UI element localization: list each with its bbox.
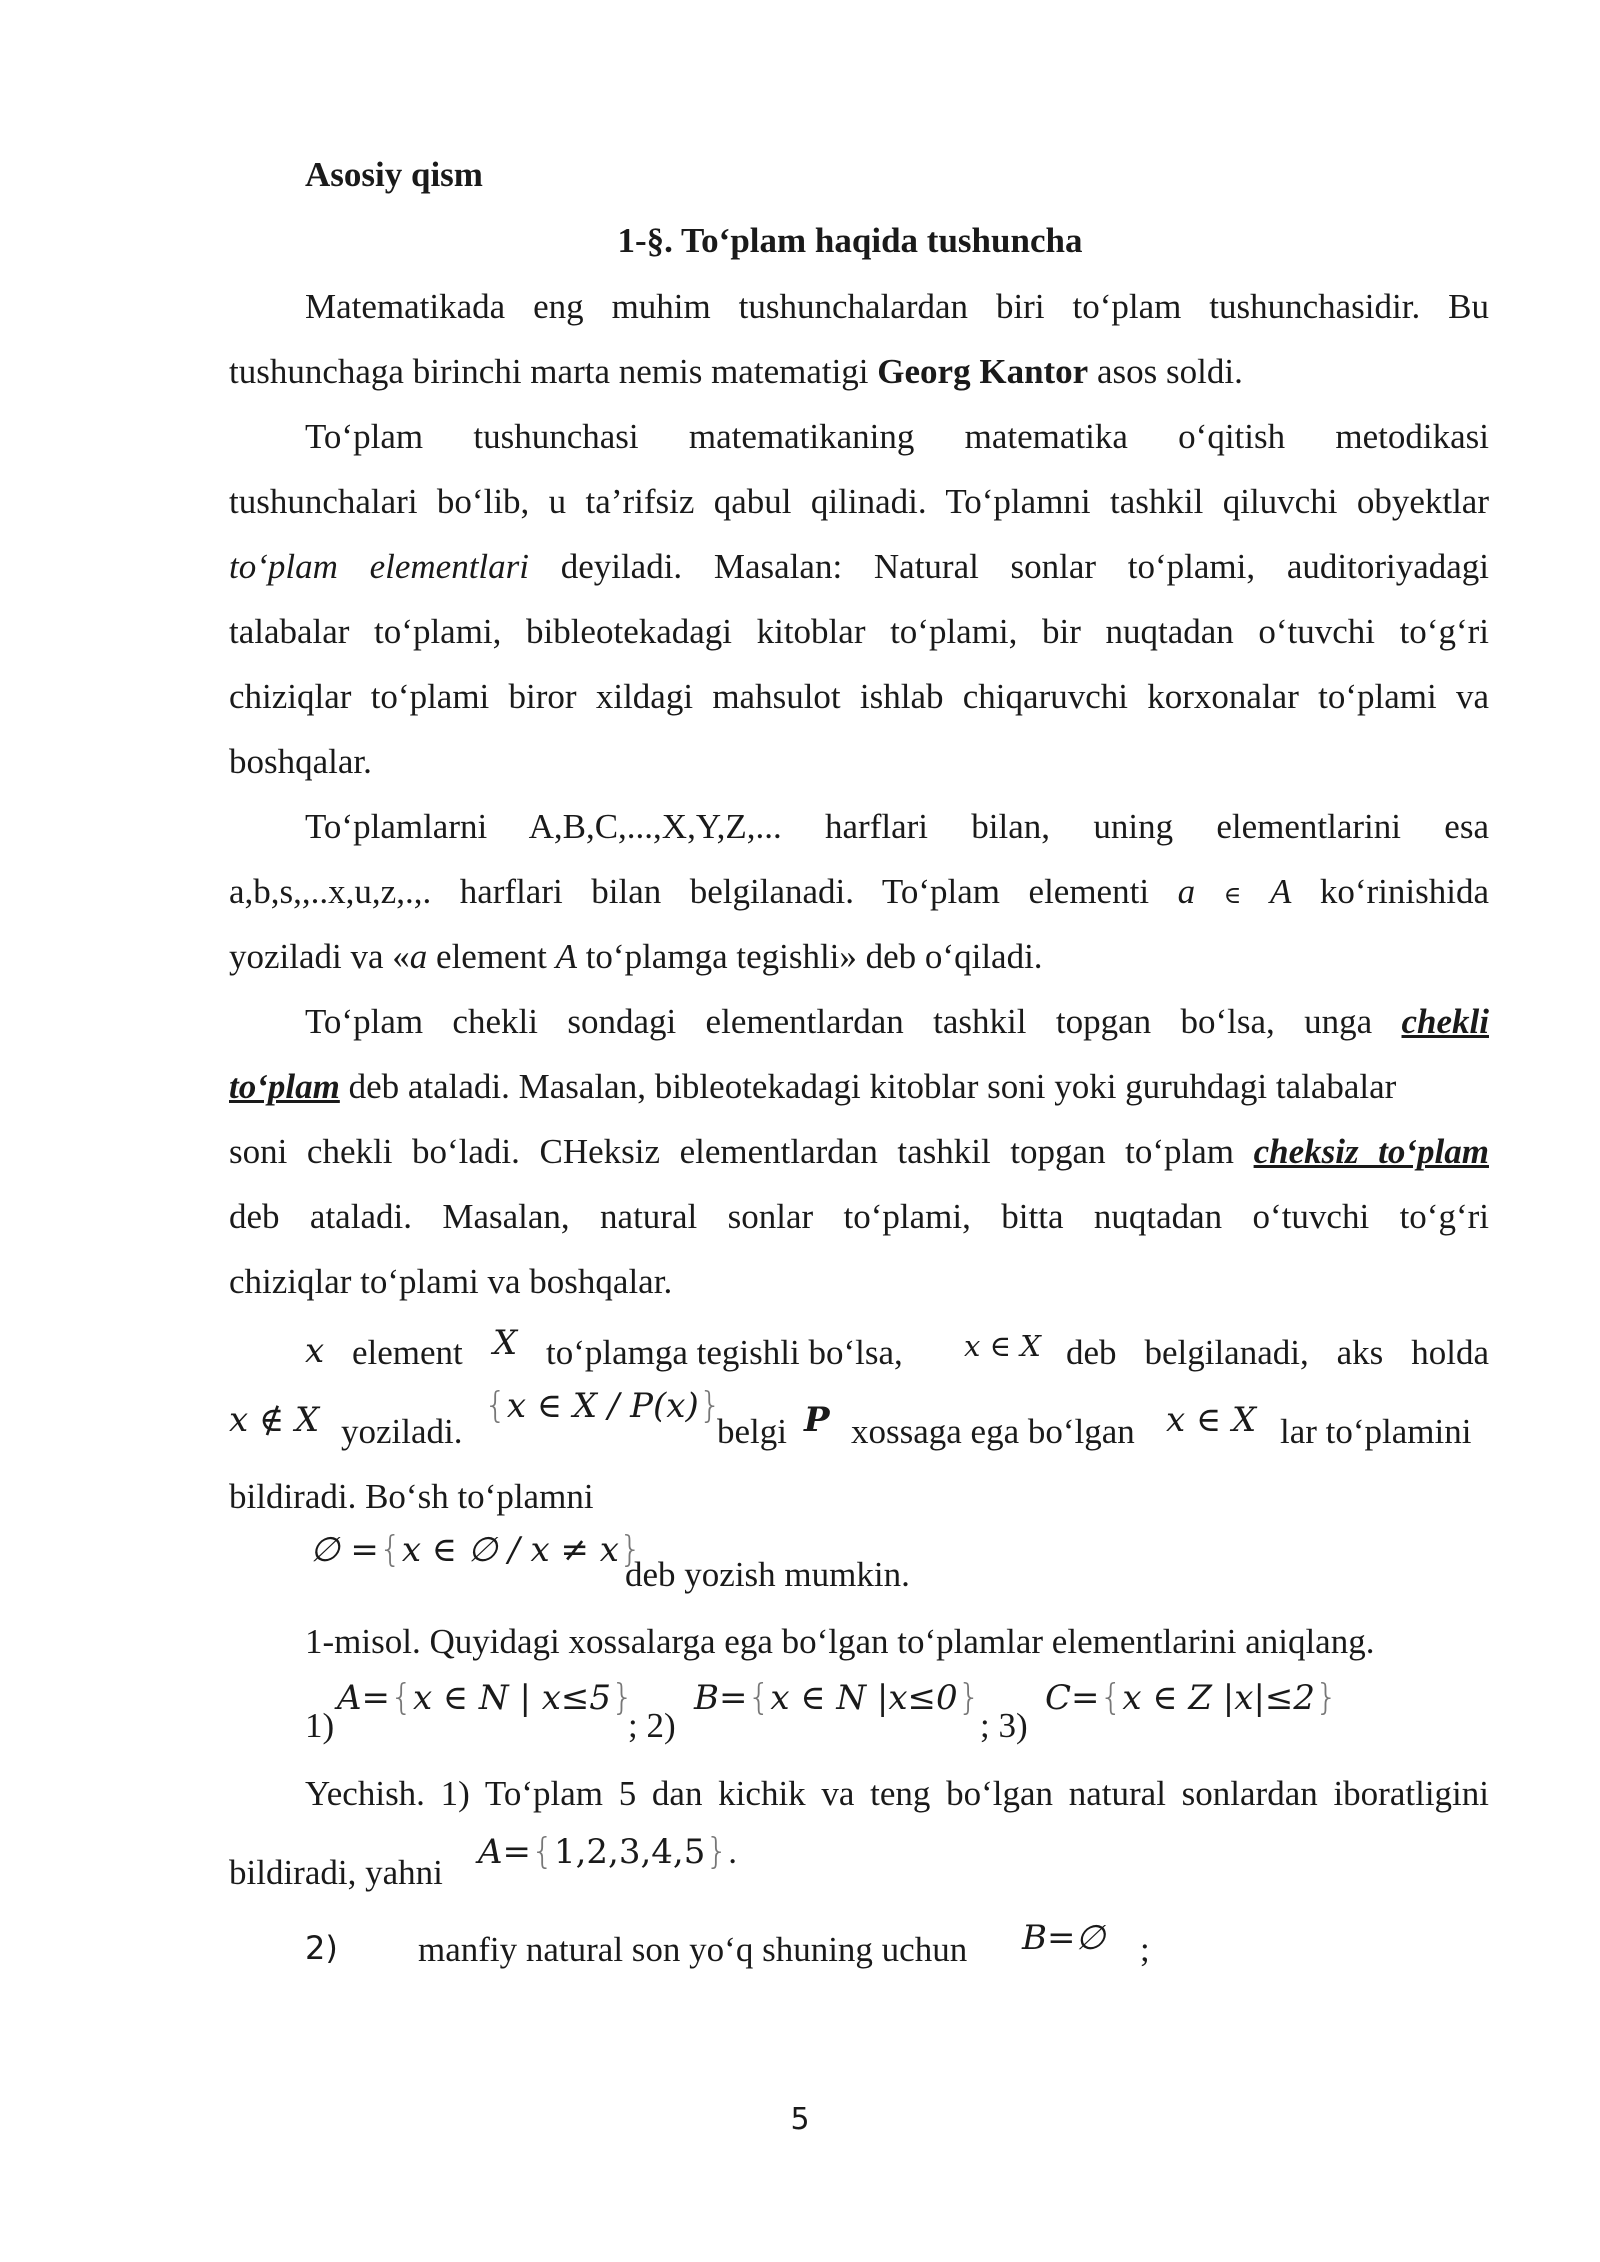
p5-line-3: bildiradi. Bo‘sh to‘plamni — [229, 1477, 594, 1516]
formula-set-B: B={x ∈ N |x≤0} — [694, 1677, 981, 1718]
paragraph-3-line-3: yoziladi va «a element A to‘plamga tegishli» deb o‘qiladi. — [229, 937, 1043, 976]
example-title: 1-misol. Quyidagi xossalarga ega bo‘lgan to‘plamlar elementlarini aniqlang. — [305, 1622, 1375, 1661]
paragraph-3-line-1: To‘plamlarni A,B,C,...,X,Y,Z,... harflari bilan, uning elementlarini esa — [305, 807, 1489, 846]
formula-P: P — [804, 1400, 830, 1440]
p5-text-xossaga: xossaga ega bo‘lgan — [851, 1412, 1135, 1451]
paragraph-2-line-2: tushunchalari bo‘lib, u ta’rifsiz qabul qilinadi. To‘plamni tashkil qiluvchi obyektlar — [229, 482, 1489, 521]
page-number: 5 — [790, 2102, 810, 2137]
paragraph-2-line-1: To‘plam tushunchasi matematikaning matematika o‘qitish metodikasi — [305, 417, 1489, 456]
term-toplam: to‘plam — [229, 1067, 340, 1106]
p5-text-yoziladi: yoziladi. — [341, 1412, 463, 1451]
paragraph-4-line-4: deb ataladi. Masalan, natural sonlar to‘plami, bitta nuqtadan o‘tuvchi to‘g‘ri — [229, 1197, 1489, 1236]
formula-empty-set: ∅ ={x ∈ ∅ / x ≠ x} — [310, 1529, 642, 1570]
p5-text-toplamini: lar to‘plamini — [1280, 1412, 1472, 1451]
paragraph-4-line-2: to‘plam deb ataladi. Masalan, bibleotekadagi kitoblar soni yoki guruhdagi talabalar — [229, 1067, 1397, 1106]
formula-set-A: A={x ∈ N | x≤5} — [337, 1677, 634, 1718]
formula-x-in-X-2: x ∈ X — [1166, 1400, 1257, 1440]
solution-label-2: 2) — [305, 1929, 338, 1967]
solution-line-3-end: ; — [1140, 1930, 1150, 1969]
formula-A-result: A={1,2,3,4,5}. — [478, 1831, 737, 1872]
p5-text-tegishli: to‘plamga tegishli bo‘lsa, — [546, 1333, 903, 1372]
formula-x-in-X: x ∈ X — [964, 1329, 1041, 1363]
p5-text-belgilanadi: deb belgilanadi, aks holda — [1066, 1333, 1489, 1372]
formula-set-C: C={x ∈ Z |x|≤2} — [1045, 1677, 1338, 1718]
example-label-2: ; 2) — [628, 1706, 676, 1745]
solution-line-1: Yechish. 1) To‘plam 5 dan kichik va teng bo‘lgan natural sonlardan iboratligini — [305, 1774, 1489, 1813]
paragraph-4-line-1: To‘plam chekli sondagi elementlardan tashkil topgan bo‘lsa, unga chekli — [305, 1002, 1489, 1041]
formula-x-not-in-X: x ∉ X — [229, 1400, 320, 1440]
formula-B-empty: B=∅ — [1022, 1918, 1106, 1958]
paragraph-3-line-2: a,b,s,,..x,u,z,.,. harflari bilan belgilanadi. To‘plam elementi a ∈ A ko‘rinishida — [229, 872, 1490, 911]
term-elements: to‘plam elementlari — [229, 547, 529, 586]
term-cheksiz-toplam: cheksiz to‘plam — [1253, 1132, 1489, 1171]
p5-text-belgi: belgi — [717, 1412, 787, 1451]
name-georg-kantor: Georg Kantor — [877, 352, 1089, 391]
paragraph-2-line-4: talabalar to‘plami, bibleotekadagi kitoblar to‘plami, bir nuqtadan o‘tuvchi to‘g‘ri — [229, 612, 1489, 651]
paragraph-4-line-5: chiziqlar to‘plami va boshqalar. — [229, 1262, 673, 1301]
example-label-1: 1) — [305, 1706, 335, 1745]
paragraph-2-line-3: to‘plam elementlari deyiladi. Masalan: Natural sonlar to‘plami, auditoriyadagi — [229, 547, 1489, 586]
paragraph-1-line-2: tushunchaga birinchi marta nemis matematigi Georg Kantor asos soldi. — [229, 352, 1243, 391]
paragraph-1-line-1: Matematikada eng muhim tushunchalardan biri to‘plam tushunchasidir. Bu — [305, 287, 1489, 326]
example-label-3: ; 3) — [980, 1706, 1028, 1745]
solution-line-2-text: bildiradi, yahni — [229, 1853, 443, 1892]
formula-set-builder: {x ∈ X / P(x)} — [484, 1385, 722, 1426]
formula-X: X — [493, 1323, 518, 1363]
paragraph-2-line-6: boshqalar. — [229, 742, 372, 781]
paragraph-4-line-3: soni chekli bo‘ladi. CHeksiz elementlardan tashkil topgan to‘plam cheksiz to‘plam — [229, 1132, 1489, 1171]
paragraph-2-line-5: chiziqlar to‘plami biror xildagi mahsulot ishlab chiqaruvchi korxonalar to‘plami va — [229, 677, 1489, 716]
section-title: 1-§. To‘plam haqida tushuncha — [617, 221, 1083, 260]
p5-text-mumkin: deb yozish mumkin. — [625, 1555, 910, 1594]
main-heading: Asosiy qism — [305, 155, 483, 194]
solution-line-3-text: manfiy natural son yo‘q shuning uchun — [418, 1930, 968, 1969]
term-chekli: chekli — [1401, 1002, 1489, 1041]
formula-x: x — [305, 1331, 325, 1371]
p5-text-element: element — [352, 1333, 463, 1372]
